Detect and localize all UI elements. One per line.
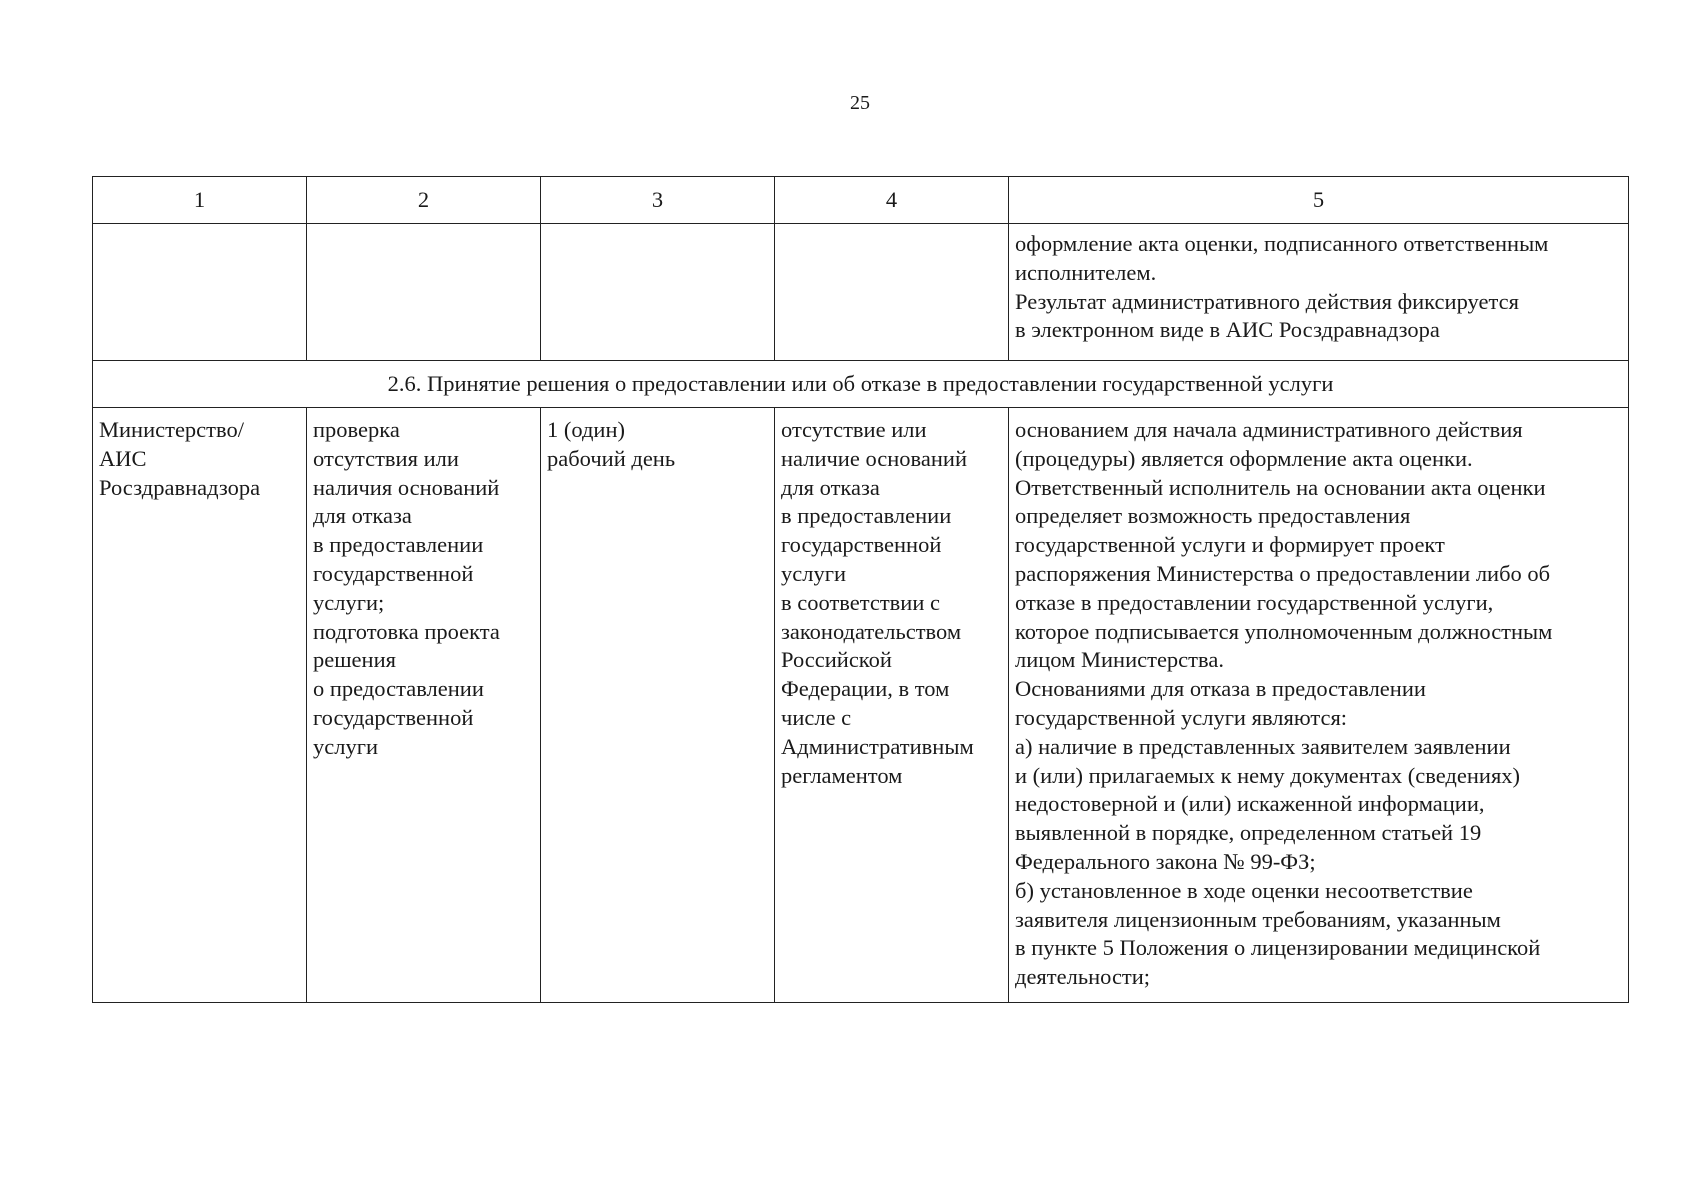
text-line: заявителя лицензионным требованиям, указанным — [1015, 906, 1501, 932]
text-line: в предоставлении — [313, 532, 484, 558]
text-line: Росздравнадзора — [99, 474, 261, 500]
text-line: для отказа — [313, 503, 412, 529]
text-line: услуги — [313, 733, 378, 759]
text-line: Федерации, в том — [781, 676, 950, 702]
procedure-row — [93, 408, 1629, 1003]
text-line: рабочий день — [547, 445, 676, 471]
text-line: наличие оснований — [781, 445, 967, 471]
text-line: Результат административного действия фиксируется — [1015, 288, 1519, 314]
action-content-cell — [307, 408, 541, 1003]
text-line: государственной услуги являются: — [1015, 704, 1348, 730]
cont-cell-1 — [93, 224, 307, 361]
continuation-row — [93, 224, 1629, 361]
text-line: деятельности; — [1015, 964, 1151, 990]
text-line: государственной — [313, 560, 474, 586]
text-line: в предоставлении — [781, 503, 952, 529]
text-line: услуги; — [313, 589, 385, 615]
page-number: 25 — [850, 92, 870, 114]
text-line: государственной — [313, 704, 474, 730]
text-line: выявленной в порядке, определенном статьей 19 — [1015, 820, 1482, 846]
text-line: оформление акта оценки, подписанного ответственным — [1015, 231, 1549, 256]
text-line: государственной услуги и формирует проект — [1015, 532, 1445, 558]
text-line: исполнителем. — [1015, 259, 1157, 285]
text-line: основанием для начала административного действия — [1015, 417, 1523, 442]
text-line: Федерального закона № 99-ФЗ; — [1015, 848, 1316, 874]
text-line: о предоставлении — [313, 676, 484, 702]
text-line: решения — [313, 647, 396, 673]
text-line: наличия оснований — [313, 474, 500, 500]
text-line: государственной — [781, 532, 942, 558]
column-header-3: 3 — [541, 177, 775, 224]
text-line: определяет возможность предоставления — [1015, 503, 1411, 529]
text-line: в соответствии с — [781, 589, 940, 615]
text-line: числе с — [781, 704, 852, 730]
text-line: в пункте 5 Положения о лицензировании медицинской — [1015, 935, 1541, 961]
text-line: б) установленное в ходе оценки несоответствие — [1015, 877, 1473, 903]
section-heading-row — [93, 361, 1629, 408]
text-line: Российской — [781, 647, 892, 673]
text-line: 1 (один) — [547, 417, 625, 442]
text-line: в электронном виде в АИС Росздравнадзора — [1015, 317, 1440, 343]
criteria-cell — [775, 408, 1009, 1003]
text-line: подготовка проекта — [313, 618, 500, 644]
text-line: регламентом — [781, 762, 903, 788]
text-line: для отказа — [781, 474, 880, 500]
cont-cell-4 — [775, 224, 1009, 361]
text-line: отсутствие или — [781, 417, 927, 442]
procedure-table — [92, 176, 1629, 1003]
column-header-1: 1 — [93, 177, 307, 224]
text-line: лицом Министерства. — [1015, 647, 1224, 673]
duration-cell — [541, 408, 775, 1003]
text-line: Министерство/ — [99, 417, 244, 442]
text-line: Административным — [781, 733, 974, 759]
text-line: АИС — [99, 445, 147, 471]
text-line: отсутствия или — [313, 445, 459, 471]
text-line: (процедуры) является оформление акта оценки. — [1015, 445, 1473, 471]
column-header-5: 5 — [1009, 177, 1629, 224]
text-line: Ответственный исполнитель на основании акта оценки — [1015, 474, 1546, 500]
cont-cell-2 — [307, 224, 541, 361]
text-line: распоряжения Министерства о предоставлении либо об — [1015, 560, 1551, 586]
text-line: услуги — [781, 560, 846, 586]
text-line: Основаниями для отказа в предоставлении — [1015, 676, 1426, 702]
text-line: отказе в предоставлении государственной услуги, — [1015, 589, 1494, 615]
text-line: которое подписывается уполномоченным должностным — [1015, 618, 1553, 644]
cont-cell-3 — [541, 224, 775, 361]
column-header-2: 2 — [307, 177, 541, 224]
section-title: 2.6. Принятие решения о предоставлении или об отказе в предоставлении государственной услуги — [93, 361, 1629, 408]
responsible-cell — [93, 408, 307, 1003]
text-line: а) наличие в представленных заявителем заявлении — [1015, 733, 1511, 759]
column-header-4: 4 — [775, 177, 1009, 224]
cont-cell-5 — [1009, 224, 1629, 361]
text-line: недостоверной и (или) искаженной информации, — [1015, 791, 1485, 817]
column-number-row — [93, 177, 1629, 224]
text-line: проверка — [313, 417, 400, 442]
text-line: и (или) прилагаемых к нему документах (сведениях) — [1015, 762, 1521, 788]
description-cell — [1009, 408, 1629, 1003]
text-line: законодательством — [781, 618, 962, 644]
